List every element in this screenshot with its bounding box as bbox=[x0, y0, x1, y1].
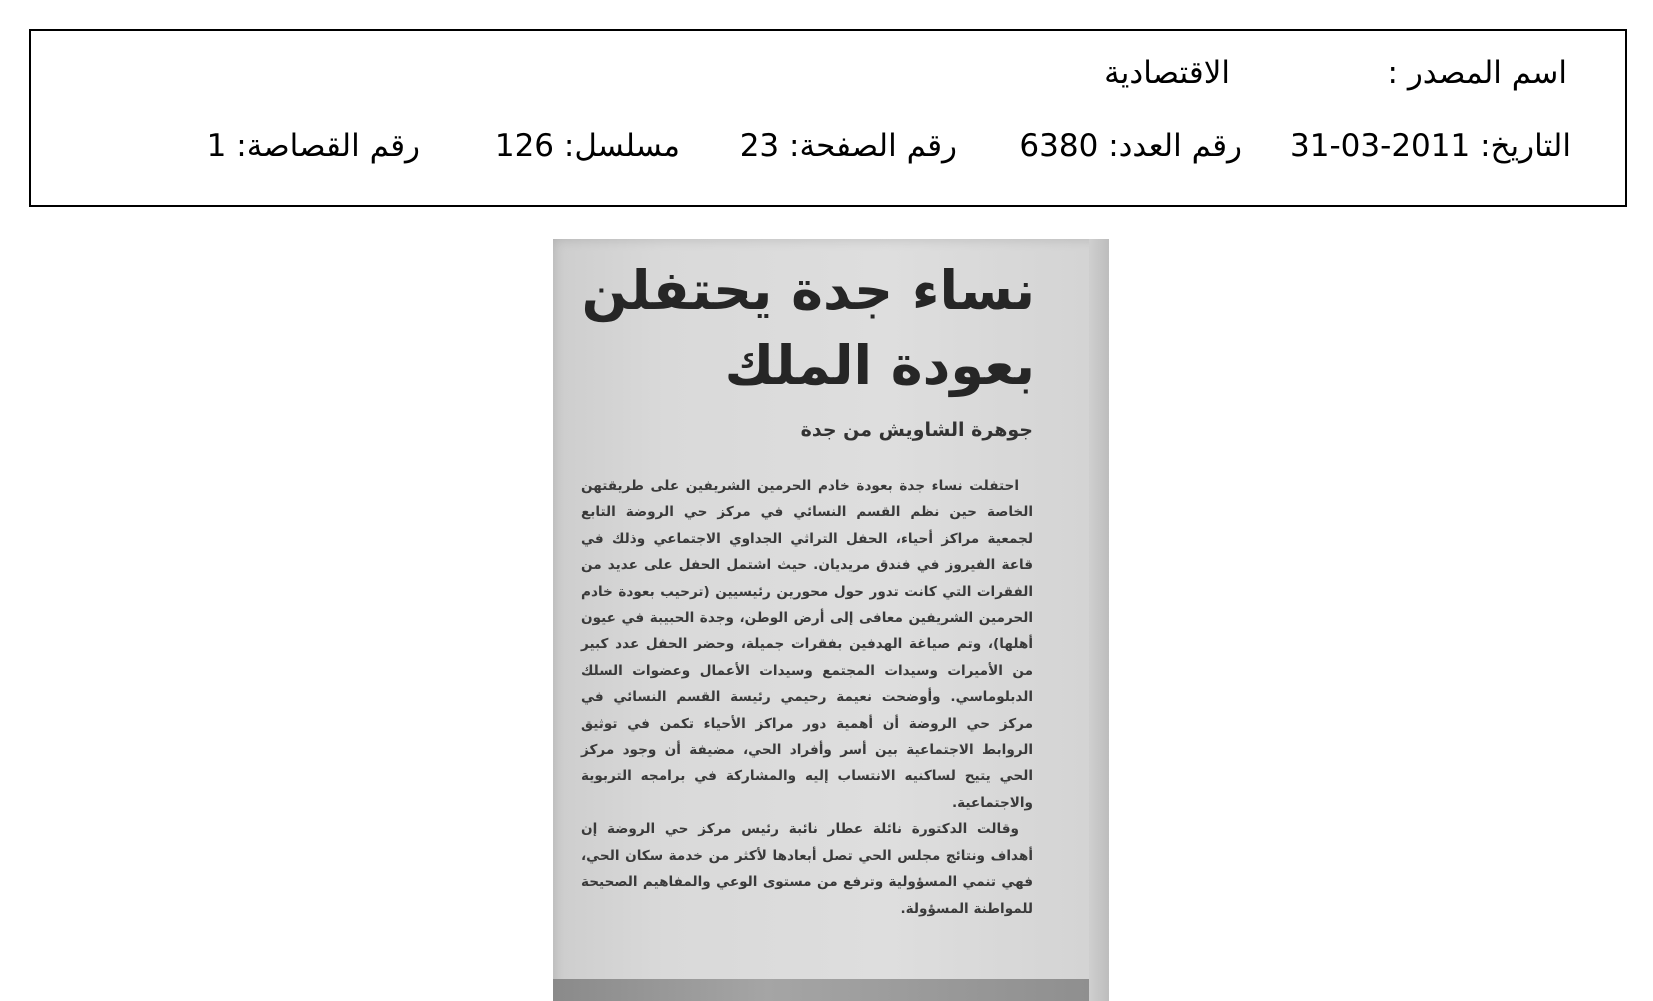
footer-rule bbox=[553, 979, 1089, 1001]
article-body bbox=[581, 473, 1033, 922]
clip-number-value: 1 bbox=[206, 128, 227, 164]
page-field bbox=[739, 128, 957, 164]
clip-number-label: رقم القصاصة: bbox=[236, 128, 420, 164]
issue-value: 6380 bbox=[1019, 128, 1099, 164]
article-paragraph: احتفلت نساء جدة بعودة خادم الحرمين الشريفين على طريقتهن الخاصة حين نظم القسم النسائي في مركز حي الروضة التابع لجمعية مراكز أحياء، الحفل التراثي الجداوي الاجتماعي وذلك في قاعة الفيروز في فندق مريديان. حيث اشتمل الحفل على عديد من الفقرات التي كانت تدور حول محورين رئيسيين (ترحيب بعودة خادم الحرمين الشريفين معافى إلى أرض الوطن، وجدة الحبيبة في عيون أهلها)، وتم صياغة الهدفين بفقرات جميلة، وحضر الحفل عدد كبير من الأميرات وسيدات المجتمع وسيدات الأعمال وعضوات السلك الدبلوماسي. وأوضحت نعيمة رحيمي رئيسة القسم النسائي في مركز حي الروضة أن أهمية دور مراكز الأحياء تكمن في توثيق الروابط الاجتماعية بين أسر وأفراد الحي، مضيفة أن وجود مركز الحي يتيح لساكنيه الانتساب إليه والمشاركة في برامجه التربوية والاجتماعية. bbox=[581, 478, 1033, 811]
headline-line1: نساء جدة يحتفلن bbox=[581, 259, 1035, 322]
issue-field bbox=[1019, 128, 1242, 164]
newspaper-clipping bbox=[553, 239, 1109, 1001]
article-paragraph: وقالت الدكتورة نائلة عطار نائبة رئيس مركز حي الروضة إن أهداف ونتائج مجلس الحي تصل أبعادها لأكثر من خدمة سكان الحي، فهي تنمي المسؤولية وترفع من مستوى الوعي والمفاهيم الصحيحة للمواطنة المسؤولة. bbox=[581, 821, 1033, 917]
date-field bbox=[1290, 128, 1571, 164]
page-spine bbox=[1089, 239, 1109, 1001]
clip-number-field bbox=[206, 128, 420, 164]
byline: جوهرة الشاويش من جدة bbox=[800, 419, 1033, 441]
source-value: الاقتصادية bbox=[1104, 55, 1230, 91]
serial-value: 126 bbox=[494, 128, 555, 164]
clipping-info-box bbox=[29, 29, 1627, 207]
headline-line2: بعودة الملك bbox=[724, 334, 1035, 397]
issue-label: رقم العدد: bbox=[1108, 128, 1242, 164]
serial-label: مسلسل: bbox=[563, 128, 680, 164]
page-label: رقم الصفحة: bbox=[789, 128, 957, 164]
source-label: اسم المصدر : bbox=[1387, 55, 1567, 91]
serial-field bbox=[494, 128, 680, 164]
date-label: التاريخ: bbox=[1480, 128, 1571, 164]
page-value: 23 bbox=[739, 128, 780, 164]
date-value: 2011-03-31 bbox=[1290, 128, 1471, 164]
